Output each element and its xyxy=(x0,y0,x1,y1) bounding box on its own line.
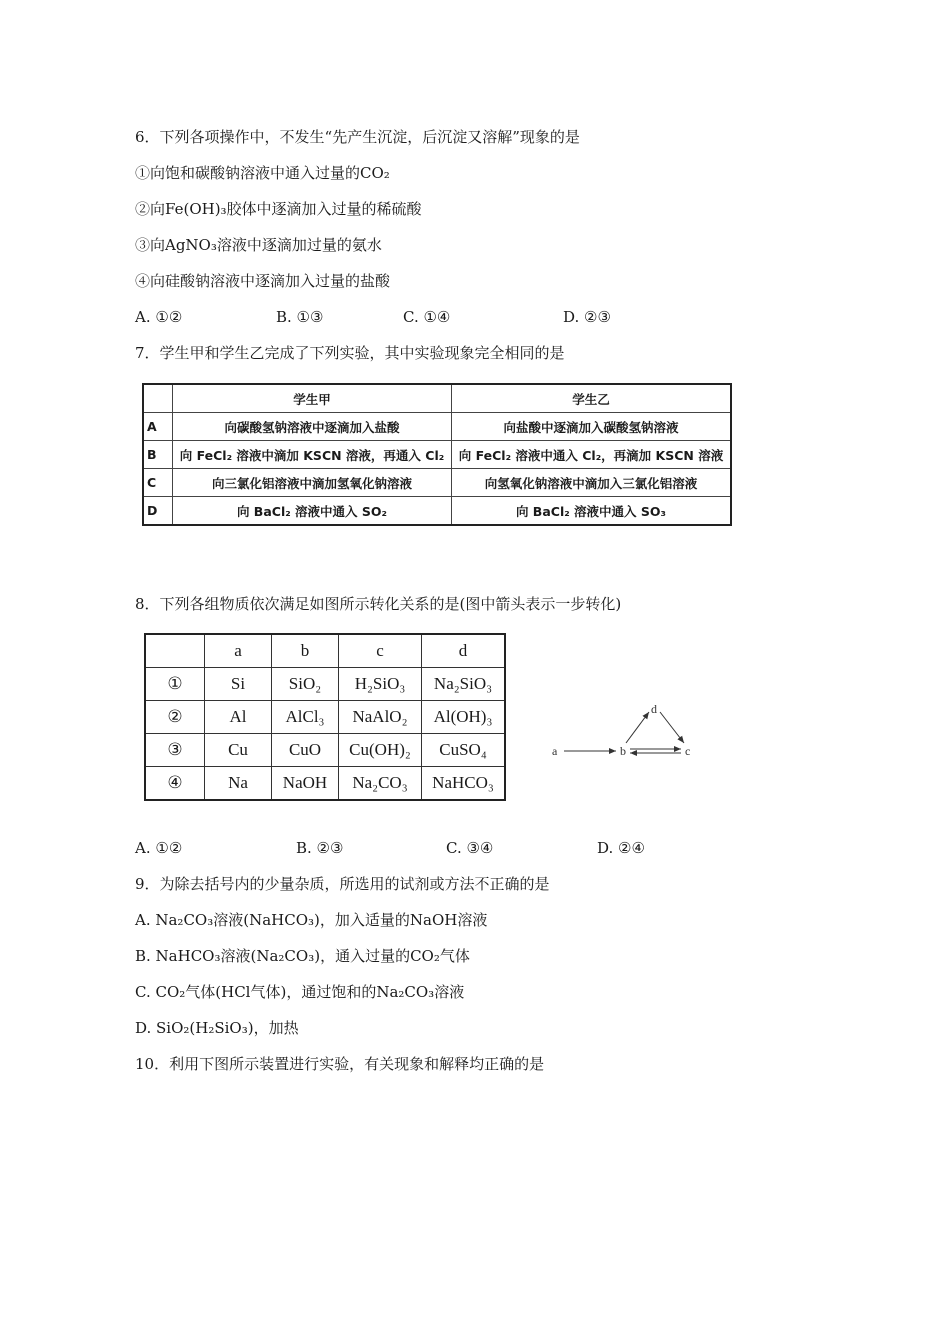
cell-student-a: 向碳酸氢钠溶液中逐滴加入盐酸 xyxy=(173,413,452,441)
q6-item-4: ④向硅酸钠溶液中逐滴加入过量的盐酸 xyxy=(135,272,391,290)
q9-option-b: B. NaHCO₃溶液(Na₂CO₃)，通入过量的CO₂气体 xyxy=(135,947,470,965)
table-cell: ② xyxy=(145,701,205,734)
table-row xyxy=(143,413,731,441)
row-label: D xyxy=(143,497,173,526)
q6-option-b: B. ①③ xyxy=(276,308,324,326)
q8-option-a: A. ①② xyxy=(135,839,183,857)
conversion-diagram xyxy=(548,700,708,770)
q6-item-3: ③向AgNO₃溶液中逐滴加过量的氨水 xyxy=(135,236,382,254)
q8-option-b: B. ②③ xyxy=(296,839,344,857)
q6-item-2: ②向Fe(OH)₃胶体中逐滴加入过量的稀硫酸 xyxy=(135,200,422,218)
header-cell: a xyxy=(205,634,272,668)
table-row xyxy=(145,734,505,767)
header-student-b: 学生乙 xyxy=(451,384,731,413)
table-cell: AlCl₃ xyxy=(272,701,339,734)
table-row xyxy=(145,668,505,701)
arrow-d-to-c xyxy=(660,712,684,743)
table-cell: Na xyxy=(205,767,272,801)
table-cell: Na₂SiO₃ xyxy=(422,668,506,701)
q9-option-a: A. Na₂CO₃溶液(NaHCO₃)，加入适量的NaOH溶液 xyxy=(135,911,488,929)
table-row xyxy=(143,441,731,469)
arrow-b-to-d xyxy=(626,712,649,743)
header-cell: c xyxy=(339,634,422,668)
q6-option-d: D. ②③ xyxy=(563,308,611,326)
q6-option-c: C. ①④ xyxy=(403,308,451,326)
node-b: b xyxy=(620,744,626,758)
q8-option-c: C. ③④ xyxy=(446,839,494,857)
q7-stem: 7．学生甲和学生乙完成了下列实验，其中实验现象完全相同的是 xyxy=(135,344,565,362)
table-cell: NaOH xyxy=(272,767,339,801)
table-cell: H₂SiO₃ xyxy=(339,668,422,701)
q6-option-a: A. ①② xyxy=(135,308,183,326)
cell-student-b: 向 FeCl₂ 溶液中通入 Cl₂，再滴加 KSCN 溶液 xyxy=(451,441,731,469)
node-c: c xyxy=(685,744,691,758)
cell-student-b: 向 BaCl₂ 溶液中通入 SO₃ xyxy=(451,497,731,526)
table-row xyxy=(145,767,505,801)
table-cell: SiO₂ xyxy=(272,668,339,701)
table-cell: Na₂CO₃ xyxy=(339,767,422,801)
table-header-row xyxy=(145,634,505,668)
table-row xyxy=(143,497,731,526)
q9-stem: 9．为除去括号内的少量杂质，所选用的试剂或方法不正确的是 xyxy=(135,875,550,893)
table-cell: Cu xyxy=(205,734,272,767)
header-student-a: 学生甲 xyxy=(173,384,452,413)
row-label: C xyxy=(143,469,173,497)
table-cell: Al(OH)₃ xyxy=(422,701,506,734)
table-row xyxy=(143,469,731,497)
table-cell: Al xyxy=(205,701,272,734)
row-label: B xyxy=(143,441,173,469)
table-cell: NaAlO₂ xyxy=(339,701,422,734)
q10-stem: 10．利用下图所示装置进行实验，有关现象和解释均正确的是 xyxy=(135,1055,545,1073)
table-cell: ④ xyxy=(145,767,205,801)
q8-option-d: D. ②④ xyxy=(597,839,645,857)
table-cell: NaHCO₃ xyxy=(422,767,506,801)
table-row xyxy=(145,701,505,734)
q9-option-c: C. CO₂气体(HCl气体)，通过饱和的Na₂CO₃溶液 xyxy=(135,983,465,1001)
q9-option-d: D. SiO₂(H₂SiO₃)，加热 xyxy=(135,1019,299,1037)
cell-student-b: 向盐酸中逐滴加入碳酸氢钠溶液 xyxy=(451,413,731,441)
q8-stem: 8．下列各组物质依次满足如图所示转化关系的是(图中箭头表示一步转化) xyxy=(135,595,622,613)
header-cell: d xyxy=(422,634,506,668)
cell-student-b: 向氢氧化钠溶液中滴加入三氯化铝溶液 xyxy=(451,469,731,497)
header-cell xyxy=(145,634,205,668)
table-cell: Cu(OH)₂ xyxy=(339,734,422,767)
cell-student-a: 向三氯化铝溶液中滴加氢氧化钠溶液 xyxy=(173,469,452,497)
table-cell: ① xyxy=(145,668,205,701)
q6-item-1: ①向饱和碳酸钠溶液中通入过量的CO₂ xyxy=(135,164,390,182)
node-d: d xyxy=(651,702,657,716)
cell-student-a: 向 FeCl₂ 溶液中滴加 KSCN 溶液，再通入 Cl₂ xyxy=(173,441,452,469)
q8-table xyxy=(144,633,506,801)
q7-table xyxy=(142,383,732,526)
header-cell: b xyxy=(272,634,339,668)
node-a: a xyxy=(552,744,558,758)
table-cell: ③ xyxy=(145,734,205,767)
q6-stem: 6．下列各项操作中，不发生“先产生沉淀，后沉淀又溶解”现象的是 xyxy=(135,128,580,146)
table-cell: CuSO₄ xyxy=(422,734,506,767)
table-header-row xyxy=(143,384,731,413)
table-cell: Si xyxy=(205,668,272,701)
cell-student-a: 向 BaCl₂ 溶液中通入 SO₂ xyxy=(173,497,452,526)
row-label: A xyxy=(143,413,173,441)
table-cell: CuO xyxy=(272,734,339,767)
